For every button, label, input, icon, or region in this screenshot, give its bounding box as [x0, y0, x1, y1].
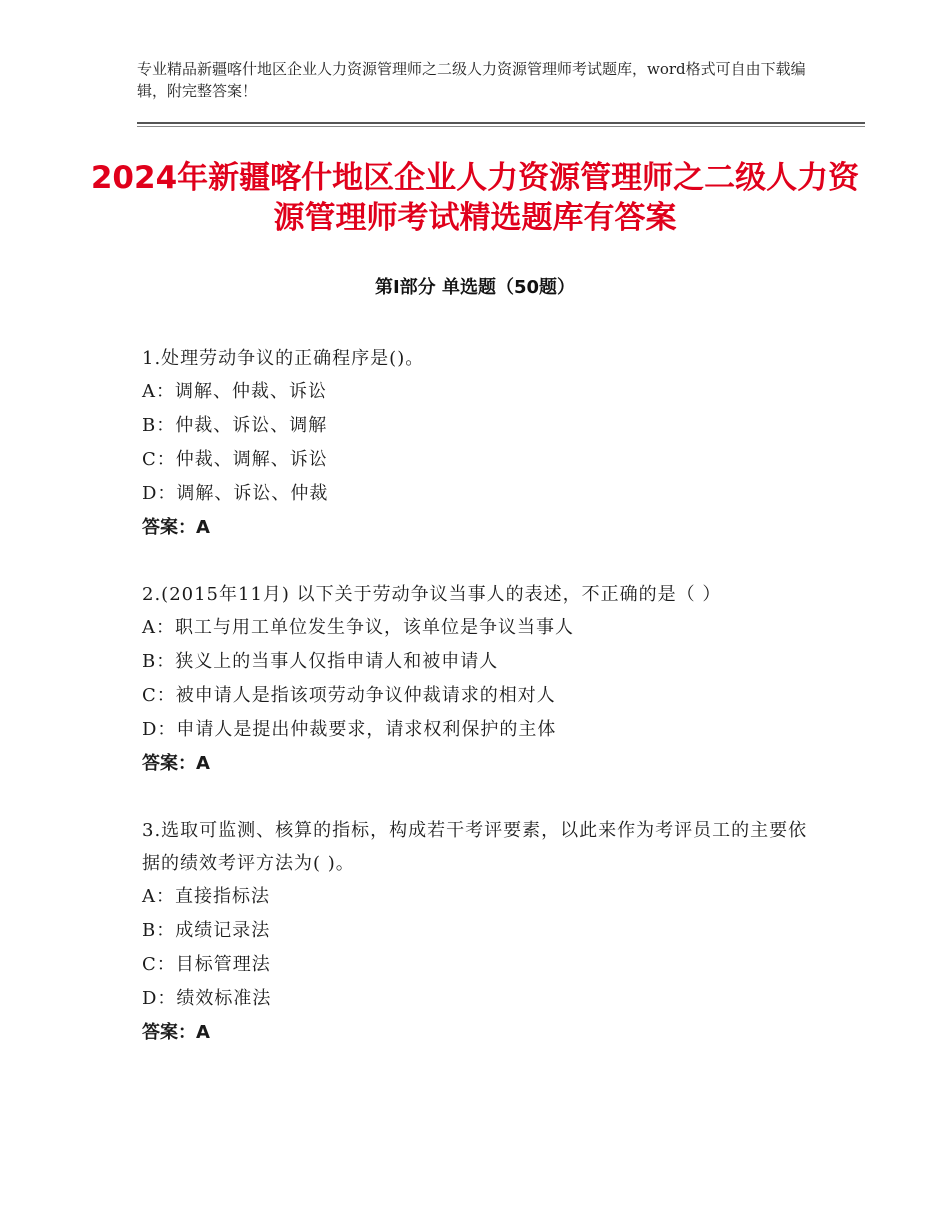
option-c: C：仲裁、调解、诉讼: [142, 449, 328, 470]
option-d: D：申请人是提出仲裁要求，请求权利保护的主体: [142, 719, 557, 740]
question-3: [142, 814, 822, 1050]
question-stem: 2.(2015年11月) 以下关于劳动争议当事人的表述，不正确的是（ ）: [142, 584, 722, 605]
header-divider-thin: [137, 126, 865, 127]
question-list: [142, 342, 822, 1083]
option-d: D：绩效标准法: [142, 988, 272, 1009]
question-stem: 3.选取可监测、核算的指标，构成若干考评要素，以此来作为考评员工的主要依据的绩效考评方法为( )。: [142, 820, 808, 874]
section-title: 第Ⅰ部分 单选题（50题）: [374, 277, 575, 298]
question-stem: 1.处理劳动争议的正确程序是()。: [142, 348, 425, 369]
option-b: B：仲裁、诉讼、调解: [142, 415, 328, 436]
header-divider-thick: [137, 122, 865, 124]
header-note: 专业精品新疆喀什地区企业人力资源管理师之二级人力资源管理师考试题库，word格式可自由下载编辑，附完整答案！: [137, 60, 806, 100]
question-2: [142, 578, 822, 781]
document-title: 2024年新疆喀什地区企业人力资源管理师之二级人力资源管理师考试精选题库有答案: [90, 160, 860, 236]
option-a: A：调解、仲裁、诉讼: [142, 381, 327, 402]
option-d: D：调解、诉讼、仲裁: [142, 483, 329, 504]
answer: 答案：A: [142, 517, 210, 538]
answer: 答案：A: [142, 753, 210, 774]
option-a: A：职工与用工单位发生争议，该单位是争议当事人: [142, 617, 574, 638]
option-c: C：目标管理法: [142, 954, 271, 975]
option-b: B：狭义上的当事人仅指申请人和被申请人: [142, 651, 499, 672]
option-c: C：被申请人是指该项劳动争议仲裁请求的相对人: [142, 685, 556, 706]
question-1: [142, 342, 822, 545]
answer: 答案：A: [142, 1022, 210, 1043]
option-b: B：成绩记录法: [142, 920, 271, 941]
option-a: A：直接指标法: [142, 886, 270, 907]
